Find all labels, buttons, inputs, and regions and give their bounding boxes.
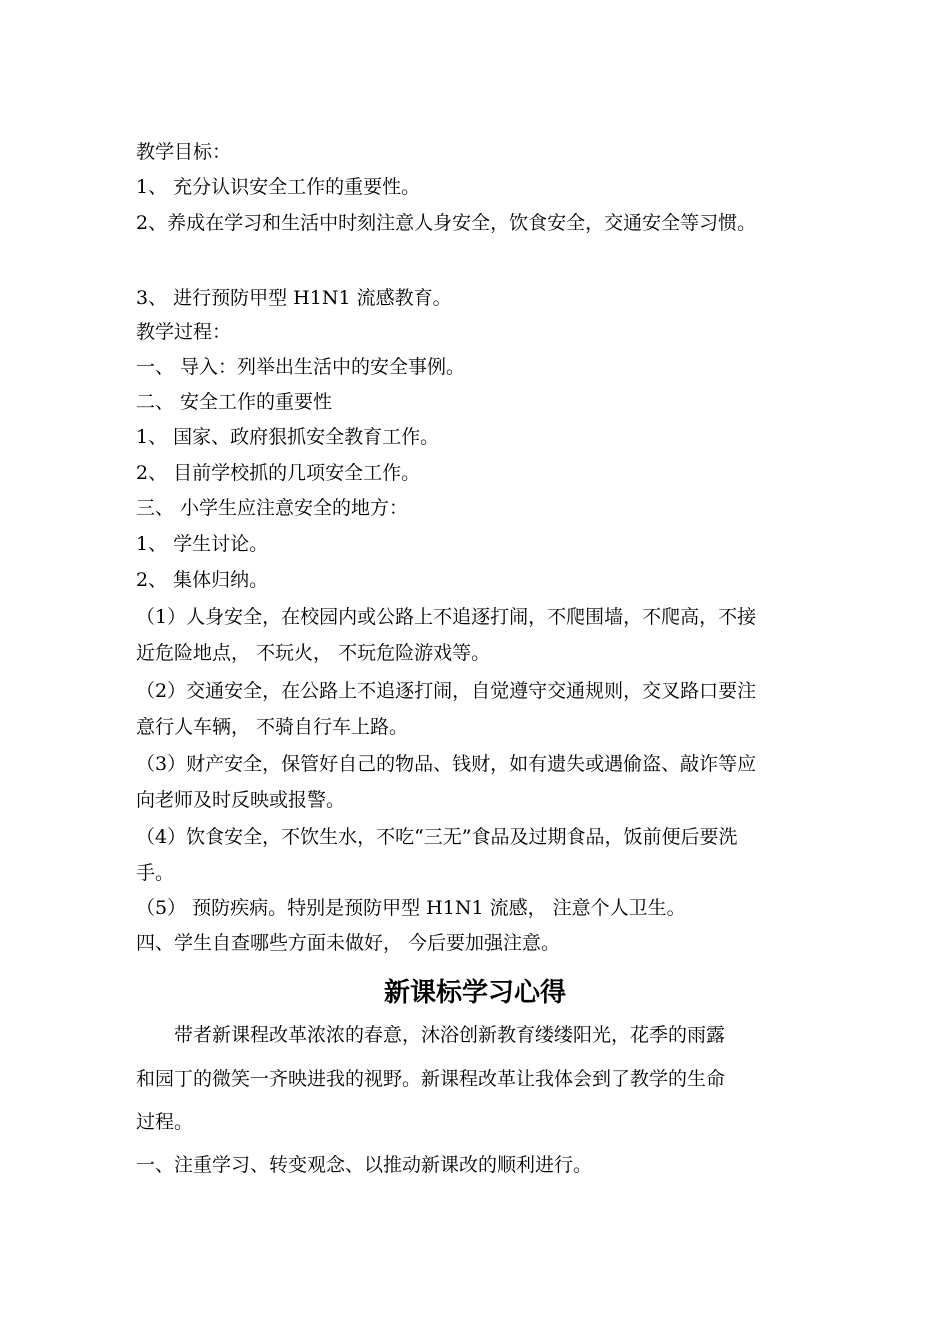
text-line: 2、养成在学习和生活中时刻注意人身安全，饮食安全，交通安全等习惯。 [136, 212, 757, 234]
text-line: 1、 学生讨论。 [136, 533, 269, 555]
text-line: 1、 国家、政府狠抓安全教育工作。 [136, 426, 440, 448]
text-line: 2、 目前学校抓的几项安全工作。 [136, 462, 421, 484]
text-line: 2、 集体归纳。 [136, 569, 269, 591]
text-line: 3、 进行预防甲型 H1N1 流感教育。 [136, 287, 452, 309]
text-line: （4）饮食安全，不饮生水，不吃“三无”食品及过期食品，饭前便后要洗 [136, 826, 738, 848]
text-line: （3）财产安全，保管好自己的物品、钱财，如有遗失或遇偷盗、敲诈等应 [136, 753, 757, 775]
paragraph-line: 过程。 [136, 1111, 194, 1133]
paragraph-line: 一、注重学习、转变观念、以推动新课改的顺利进行。 [136, 1154, 593, 1176]
section-title: 新课标学习心得 [383, 978, 566, 1008]
text-line: 1、 充分认识安全工作的重要性。 [136, 176, 421, 198]
text-line: 近危险地点， 不玩火， 不玩危险游戏等。 [136, 642, 491, 664]
text-line: （2）交通安全，在公路上不追逐打闹，自觉遵守交通规则，交叉路口要注 [136, 680, 757, 702]
text-line: 意行人车辆， 不骑自行车上路。 [136, 716, 409, 738]
paragraph-line: 带者新课程改革浓浓的春意，沐浴创新教育缕缕阳光，花季的雨露 [136, 1024, 726, 1046]
text-line: 向老师及时反映或报警。 [136, 789, 346, 811]
text-line: 三、 小学生应注意安全的地方： [136, 497, 409, 519]
text-line: 四、学生自查哪些方面未做好， 今后要加强注意。 [136, 932, 561, 954]
heading-teaching-process: 教学过程： [136, 321, 232, 343]
text-line: 手。 [136, 862, 175, 884]
text-line: 一、 导入：列举出生活中的安全事例。 [136, 356, 466, 378]
paragraph-line: 和园丁的微笑一齐映进我的视野。新课程改革让我体会到了教学的生命 [136, 1068, 726, 1090]
text-line: （5） 预防疾病。特别是预防甲型 H1N1 流感， 注意个人卫生。 [136, 897, 686, 919]
text-line: 二、 安全工作的重要性 [136, 391, 333, 413]
text-line: （1）人身安全，在校园内或公路上不追逐打闹，不爬围墙，不爬高，不接 [136, 606, 757, 628]
heading-teaching-goals: 教学目标： [136, 141, 232, 163]
